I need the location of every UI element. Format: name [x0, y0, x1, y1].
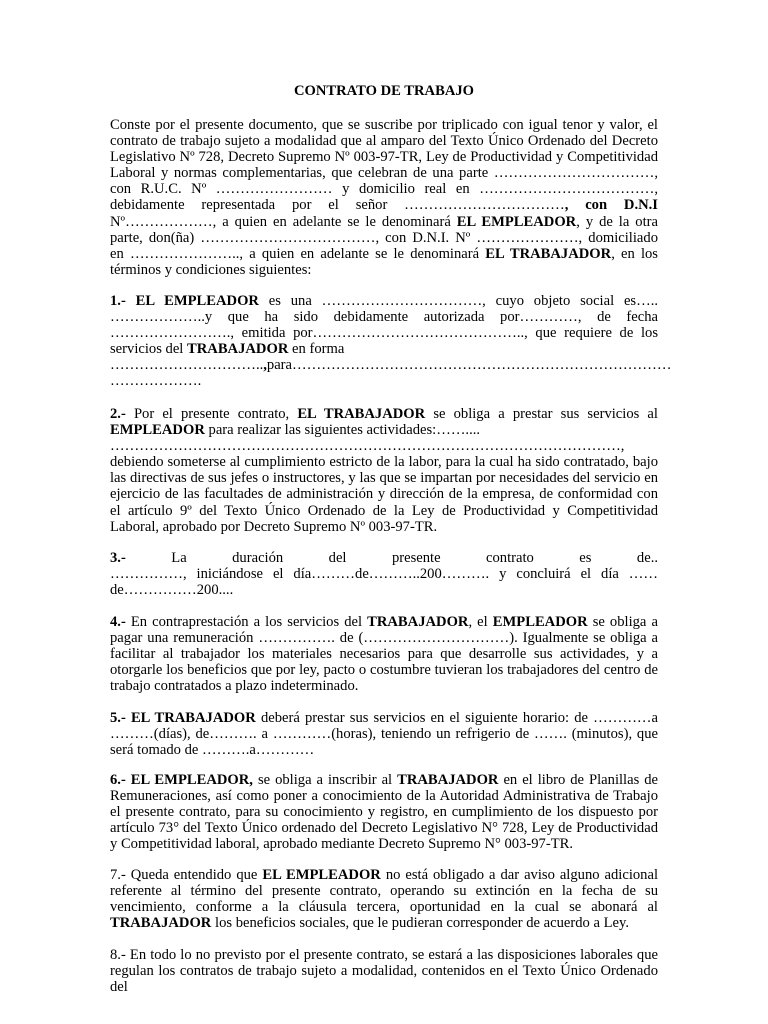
clause-2-text-3: para realizar las siguientes actividades:……....	[208, 422, 481, 439]
clause-1-text: es una ……………………………, cuyo objeto social es….. ………………..y que ha sido debidamente autorizada por…………, de fecha ……………………., emitida por…………………………………….., que requiere de los servicios del	[110, 293, 658, 358]
clause-1	[110, 293, 672, 390]
clause-6-text-2: en el libro de Planillas de Remuneraciones, así como poner a conocimiento de la Autoridad Administrativa de Trabajo el presente contrato, para su conocimiento y registro, en cumplimiento de los dispuesto por artículo 73° del Texto Único ordenado del Decreto Legislativo N° 728, Ley de Productividad y Competitividad laboral, aprobado mediante Decreto Supremo N° 003-97-TR.	[110, 772, 659, 853]
clause-5-text: deberá prestar sus servicios en el siguiente horario: de …………a ………(días), de………. a …………(horas), teniendo un refrigerio de ……. (minutos), que será tomado de ……….a…………	[110, 710, 658, 759]
worker-term: EL TRABAJADOR	[297, 406, 426, 422]
clause-1-number: 1.-	[110, 293, 126, 309]
clause-5-number: 5.-	[110, 710, 126, 726]
employer-term: EL EMPLEADOR	[135, 293, 259, 309]
clause-7-text-3: los beneficios sociales, que le pudieran corresponder de acuerdo a Ley.	[215, 915, 630, 932]
intro-text-2: Nº………………, a quien en adelante se le denominará	[110, 213, 451, 230]
clause-3-text: La duración del presente contrato es de..	[171, 550, 658, 566]
clause-4	[110, 614, 658, 694]
employer-term: EMPLEADOR	[110, 422, 205, 439]
employer-term: EL EMPLEADOR	[456, 213, 577, 230]
clause-7-text: 7.- Queda entendido que	[110, 867, 258, 883]
clause-5	[110, 710, 658, 758]
intro-paragraph	[110, 117, 658, 278]
clause-8	[110, 947, 658, 995]
employer-term: EL EMPLEADOR	[262, 867, 381, 883]
clause-1-blank-2: ……………….	[110, 373, 202, 390]
clause-1-text-2: en forma	[292, 341, 345, 358]
employer-term: EL EMPLEADOR,	[130, 772, 253, 788]
clause-2-text-4: debiendo someterse al cumplimiento estricto de la labor, para la cual ha sido contratado, bajo las directivas de sus jefes o instructores, y las que se impartan por necesidades del servicio en ejercicio de las facultades de administración y dirección de la empresa, de conformidad con el artículo 9º del Texto Único Ordenado de la Ley de Productividad y Competitividad Laboral, aprobado por Decreto Supremo Nº 003-97-TR.	[110, 454, 658, 535]
clause-1-comma: ,	[263, 357, 267, 374]
clause-2	[110, 406, 658, 535]
clause-4-number: 4.-	[110, 614, 126, 630]
clause-1-blank: …………………………..	[110, 357, 264, 374]
clause-6	[110, 772, 658, 852]
worker-term: EL TRABAJADOR	[130, 710, 256, 726]
document-title: CONTRATO DE TRABAJO	[293, 83, 475, 99]
worker-term: TRABAJADOR	[397, 772, 499, 788]
clause-4-text-2: , el	[468, 614, 488, 630]
clause-2-blank: ……………………………………………………………………………………………,	[110, 438, 625, 455]
clause-3-number: 3.-	[110, 550, 126, 566]
clause-6-number: 6.-	[110, 772, 126, 788]
clause-2-text: Por el presente contrato,	[133, 406, 290, 422]
worker-term: TRABAJADOR	[367, 614, 469, 630]
clause-1-text-3: para……………………………………………………………………	[266, 357, 672, 374]
clause-4-text: En contraprestación a los servicios del	[130, 614, 363, 630]
intro-text: Conste por el presente documento, que se suscribe por triplicado con igual tenor y valor, el contrato de trabajo sujeto a modalidad que al amparo del Texto Único Ordenado del Decreto Legislativo Nº 728, Decreto Supremo Nº 003-97-TR, Ley de Productividad y Competitividad Laboral y normas complementarias, que celebran de una parte ……………………………, con R.U.C. Nº …………………… y domicilio real en ………………………………, debidamente representada por el señor ……………………………	[110, 117, 658, 214]
employer-term: EMPLEADOR	[492, 614, 588, 630]
clause-2-text-2: se obliga a prestar sus servicios al	[433, 406, 658, 422]
clause-3	[110, 550, 658, 598]
worker-term: EL TRABAJADOR	[485, 245, 612, 262]
clause-7-text-2: no está obligado a dar aviso alguno adicional referente al término del presente contrato, operando su extinción en la fecha de su vencimiento, conforme a la cláusula tercera, oportunidad en la cual se abonará al	[110, 867, 658, 916]
clause-8-text: 8.- En todo lo no previsto por el presente contrato, se estará a las disposiciones laborales que regulan los contratos de trabajo sujeto a modalidad, contenidos en el Texto Único Ordenado del	[110, 947, 658, 996]
worker-term: TRABAJADOR	[187, 341, 289, 358]
clause-3-text-2: ……………, iniciándose el día………de………..200………. y concluirá el día …… de……………200....	[110, 566, 658, 599]
intro-text-3: , y de la otra parte, don(ña) ………………………………, con D.N.I. Nº …………………, domiciliado en ………………….., a quien en adelante se le denominará	[110, 213, 658, 262]
clause-2-number: 2.-	[110, 406, 126, 422]
clause-6-text: se obliga a inscribir al	[257, 772, 393, 788]
clause-7	[110, 867, 658, 931]
worker-term: TRABAJADOR	[110, 915, 212, 932]
intro-text-4: , en los términos y condiciones siguientes:	[110, 245, 658, 278]
intro-dni: , con D.N.I	[564, 197, 658, 214]
clause-4-text-3: se obliga a pagar una remuneración ……………. de (…………………………). Igualmente se obliga a facilitar al trabajador los materiales necesarios para que desarrolle sus actividades, y a otorgarle los beneficios que por ley, pacto o costumbre tuvieran los trabajadores del centro de trabajo contratados a plazo indeterminado.	[110, 614, 658, 695]
